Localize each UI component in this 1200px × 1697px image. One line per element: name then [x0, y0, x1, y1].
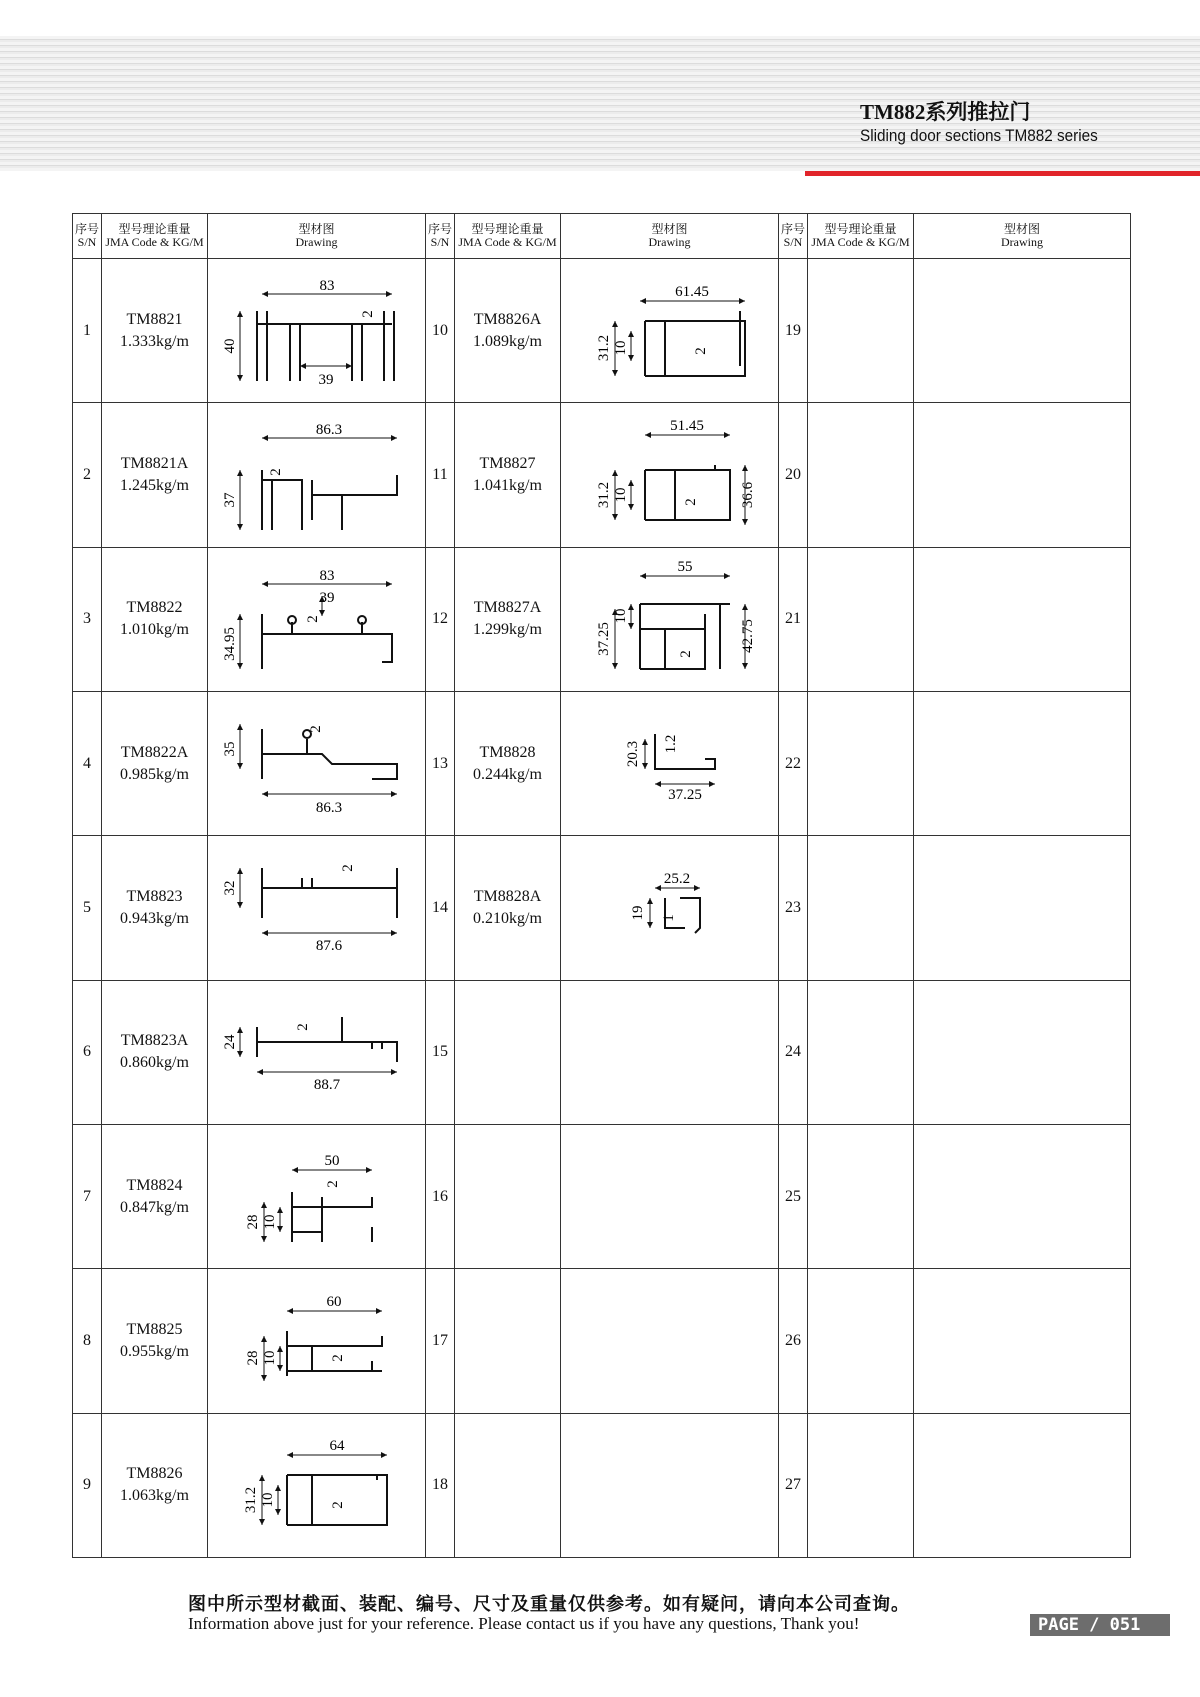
dimension-label: 55	[677, 559, 692, 576]
serial-number: 21	[779, 547, 808, 691]
section-drawing	[565, 699, 775, 829]
dimension-label: 10	[612, 608, 629, 624]
dimension-label: 2	[692, 347, 709, 355]
dimension-label: 31.2	[595, 481, 612, 509]
serial-number: 25	[779, 1124, 808, 1268]
section-drawing	[212, 987, 422, 1117]
weight: 0.955kg/m	[120, 1342, 189, 1360]
dimension-label: 32	[221, 880, 238, 896]
dimension-label: 60	[326, 1293, 341, 1310]
code-weight-cell	[102, 1269, 208, 1413]
drawing-cell	[561, 403, 779, 547]
drawing-cell	[561, 692, 779, 836]
code-weight-cell	[102, 403, 208, 547]
jma-code: TM8821	[126, 310, 183, 328]
weight: 1.089kg/m	[473, 332, 542, 350]
code-weight-cell	[808, 980, 914, 1124]
weight: 1.041kg/m	[473, 477, 542, 495]
dimension-label: 2	[307, 724, 324, 733]
dimension-label: 10	[261, 1350, 278, 1366]
jma-code: TM8828A	[473, 888, 542, 905]
code-weight-cell	[808, 259, 914, 403]
serial-number: 2	[73, 403, 102, 547]
weight: 1.333kg/m	[120, 332, 189, 350]
disclaimer-en: Information above just for your reference. Please contact us if you have any questions, Thank you!	[188, 1614, 860, 1633]
drawing-cell	[561, 1124, 779, 1268]
code-weight-cell	[102, 692, 208, 836]
drawing-cell	[561, 259, 779, 403]
dimension-label: 36.6	[739, 481, 756, 509]
section-drawing	[212, 266, 422, 396]
drawing-cell	[208, 980, 426, 1124]
drawing-cell	[208, 1413, 426, 1557]
header-sn: 序号 S/N	[73, 214, 102, 259]
drawing-cell	[914, 259, 1131, 403]
dimension-label: 19	[629, 905, 646, 921]
dimension-label: 34.95	[221, 627, 238, 662]
dimension-label: 39	[318, 371, 333, 388]
dimension-label: 2	[677, 650, 694, 659]
serial-number: 24	[779, 980, 808, 1124]
serial-number: 17	[426, 1269, 455, 1413]
table-row	[73, 836, 1131, 980]
code-weight-cell	[455, 1413, 561, 1557]
serial-number: 20	[779, 403, 808, 547]
drawing-cell	[914, 836, 1131, 980]
code-weight-cell	[455, 1124, 561, 1268]
dimension-label: 10	[261, 1214, 278, 1230]
serial-number: 27	[779, 1413, 808, 1557]
weight: 1.063kg/m	[120, 1487, 189, 1505]
drawing-cell	[208, 1124, 426, 1268]
drawing-cell	[914, 547, 1131, 691]
header-code: 型号理论重量 JMA Code & KG/M	[808, 214, 914, 259]
weight: 1.010kg/m	[120, 621, 189, 639]
jma-code: TM8824	[126, 1176, 183, 1194]
section-drawing	[212, 699, 422, 829]
header-sn: 序号 S/N	[779, 214, 808, 259]
section-drawing	[565, 843, 775, 973]
jma-code: TM8826A	[473, 310, 542, 328]
dimension-label: 2	[324, 1179, 341, 1188]
dimension-label: 2	[267, 468, 284, 476]
code-weight-cell	[102, 1124, 208, 1268]
section-drawing	[212, 1420, 422, 1550]
header-sn: 序号 S/N	[426, 214, 455, 259]
serial-number: 4	[73, 692, 102, 836]
dimension-label: 50	[324, 1152, 339, 1169]
table-row	[73, 1413, 1131, 1557]
dimension-label: 2	[304, 615, 321, 624]
code-weight-cell	[808, 1413, 914, 1557]
serial-number: 16	[426, 1124, 455, 1268]
code-weight-cell	[102, 1413, 208, 1557]
weight: 0.847kg/m	[120, 1198, 189, 1216]
page-number: PAGE / 051	[1030, 1614, 1170, 1636]
header-code: 型号理论重量 JMA Code & KG/M	[455, 214, 561, 259]
dimension-label: 39	[319, 590, 334, 607]
header-drawing: 型材图 Drawing	[561, 214, 779, 259]
drawing-cell	[208, 259, 426, 403]
dimension-label: 2	[339, 864, 356, 872]
drawing-cell	[914, 1124, 1131, 1268]
dimension-label: 31.2	[595, 334, 612, 361]
table-row	[73, 259, 1131, 403]
serial-number: 19	[779, 259, 808, 403]
drawing-cell	[208, 1269, 426, 1413]
dimension-label: 10	[612, 340, 629, 356]
section-drawing	[565, 554, 775, 684]
code-weight-cell	[102, 980, 208, 1124]
code-weight-cell	[102, 836, 208, 980]
code-weight-cell	[102, 259, 208, 403]
code-weight-cell	[455, 692, 561, 836]
serial-number: 8	[73, 1269, 102, 1413]
dimension-label: 2	[294, 1023, 311, 1032]
drawing-cell	[914, 1269, 1131, 1413]
dimension-label: 10	[612, 487, 629, 503]
code-weight-cell	[808, 1269, 914, 1413]
drawing-cell	[561, 1413, 779, 1557]
weight: 0.860kg/m	[120, 1054, 189, 1072]
page-title: TM882系列推拉门	[860, 100, 1031, 124]
serial-number: 1	[73, 259, 102, 403]
serial-number: 9	[73, 1413, 102, 1557]
dimension-label: 86.3	[315, 422, 342, 439]
jma-code: TM8827	[479, 455, 536, 473]
table-row	[73, 1124, 1131, 1268]
drawing-cell	[561, 547, 779, 691]
dimension-label: 37.25	[667, 786, 702, 803]
serial-number: 10	[426, 259, 455, 403]
code-weight-cell	[455, 836, 561, 980]
dimension-label: 28	[244, 1214, 261, 1230]
weight: 0.244kg/m	[473, 765, 542, 783]
serial-number: 7	[73, 1124, 102, 1268]
jma-code: TM8823	[126, 888, 183, 905]
drawing-cell	[561, 836, 779, 980]
serial-number: 3	[73, 547, 102, 691]
jma-code: TM8821A	[120, 455, 189, 473]
dimension-label: 88.7	[313, 1077, 340, 1094]
sections-table	[72, 213, 1131, 1558]
header-code: 型号理论重量 JMA Code & KG/M	[102, 214, 208, 259]
dimension-label: 25.2	[663, 871, 690, 887]
section-drawing	[212, 1276, 422, 1406]
dimension-label: 83	[319, 568, 334, 585]
dimension-label: 2	[682, 498, 699, 506]
serial-number: 13	[426, 692, 455, 836]
jma-code: TM8828	[479, 743, 536, 761]
section-drawing	[212, 554, 422, 684]
serial-number: 23	[779, 836, 808, 980]
page-subtitle: Sliding door sections TM882 series	[860, 126, 1098, 145]
drawing-cell	[561, 980, 779, 1124]
code-weight-cell	[808, 547, 914, 691]
dimension-label: 1.2	[662, 734, 679, 754]
dimension-label: 40	[221, 338, 238, 354]
jma-code: TM8827A	[473, 599, 542, 617]
dimension-label: 2	[359, 310, 376, 318]
weight: 0.943kg/m	[120, 910, 189, 927]
dimension-label: 20.3	[624, 740, 641, 767]
drawing-cell	[208, 547, 426, 691]
dimension-label: 37.25	[595, 622, 612, 657]
code-weight-cell	[455, 980, 561, 1124]
dimension-label: 86.3	[315, 799, 342, 816]
dimension-label: 42.75	[739, 619, 756, 654]
jma-code: TM8823A	[120, 1032, 189, 1050]
serial-number: 6	[73, 980, 102, 1124]
drawing-cell	[914, 980, 1131, 1124]
serial-number: 11	[426, 403, 455, 547]
table-row	[73, 692, 1131, 836]
weight: 0.985kg/m	[120, 765, 189, 783]
dimension-label: 2	[329, 1354, 346, 1362]
code-weight-cell	[102, 547, 208, 691]
code-weight-cell	[455, 403, 561, 547]
section-drawing	[212, 410, 422, 540]
serial-number: 12	[426, 547, 455, 691]
code-weight-cell	[808, 1124, 914, 1268]
section-drawing	[212, 1132, 422, 1262]
jma-code: TM8826	[126, 1465, 183, 1483]
code-weight-cell	[808, 836, 914, 980]
dimension-label: 2	[329, 1501, 346, 1510]
jma-code: TM8825	[126, 1320, 183, 1338]
code-weight-cell	[455, 1269, 561, 1413]
code-weight-cell	[808, 692, 914, 836]
table-row	[73, 1269, 1131, 1413]
drawing-cell	[561, 1269, 779, 1413]
weight: 1.299kg/m	[473, 621, 542, 639]
serial-number: 14	[426, 836, 455, 980]
section-drawing	[565, 266, 775, 396]
serial-number: 22	[779, 692, 808, 836]
section-drawing	[212, 843, 422, 973]
dimension-label: 31.2	[242, 1487, 259, 1514]
serial-number: 26	[779, 1269, 808, 1413]
table-row	[73, 547, 1131, 691]
dimension-label: 35	[221, 741, 238, 757]
dimension-label: 1	[660, 914, 677, 922]
weight: 1.245kg/m	[120, 477, 189, 495]
jma-code: TM8822A	[120, 743, 189, 761]
table-row	[73, 980, 1131, 1124]
dimension-label: 83	[319, 277, 334, 294]
weight: 0.210kg/m	[473, 910, 542, 927]
drawing-cell	[208, 836, 426, 980]
code-weight-cell	[455, 547, 561, 691]
dimension-label: 24	[221, 1034, 238, 1050]
accent-bar	[805, 171, 1200, 176]
table-header-row	[73, 214, 1131, 259]
dimension-label: 10	[259, 1492, 276, 1508]
jma-code: TM8822	[126, 599, 183, 617]
drawing-cell	[914, 403, 1131, 547]
table-row	[73, 403, 1131, 547]
drawing-cell	[208, 692, 426, 836]
dimension-label: 64	[329, 1438, 344, 1455]
drawing-cell	[914, 1413, 1131, 1557]
dimension-label: 87.6	[315, 938, 342, 954]
header-drawing: 型材图 Drawing	[208, 214, 426, 259]
code-weight-cell	[808, 403, 914, 547]
dimension-label: 28	[244, 1350, 261, 1366]
disclaimer-cn: 图中所示型材截面、装配、编号、尺寸及重量仅供参考。如有疑问，请向本公司查询。	[188, 1594, 910, 1615]
dimension-label: 61.45	[674, 283, 709, 300]
drawing-cell	[914, 692, 1131, 836]
drawing-cell	[208, 403, 426, 547]
serial-number: 15	[426, 980, 455, 1124]
code-weight-cell	[455, 259, 561, 403]
header-drawing: 型材图 Drawing	[914, 214, 1131, 259]
section-drawing	[565, 410, 775, 540]
dimension-label: 37	[221, 492, 238, 508]
serial-number: 5	[73, 836, 102, 980]
dimension-label: 51.45	[669, 418, 704, 435]
serial-number: 18	[426, 1413, 455, 1557]
